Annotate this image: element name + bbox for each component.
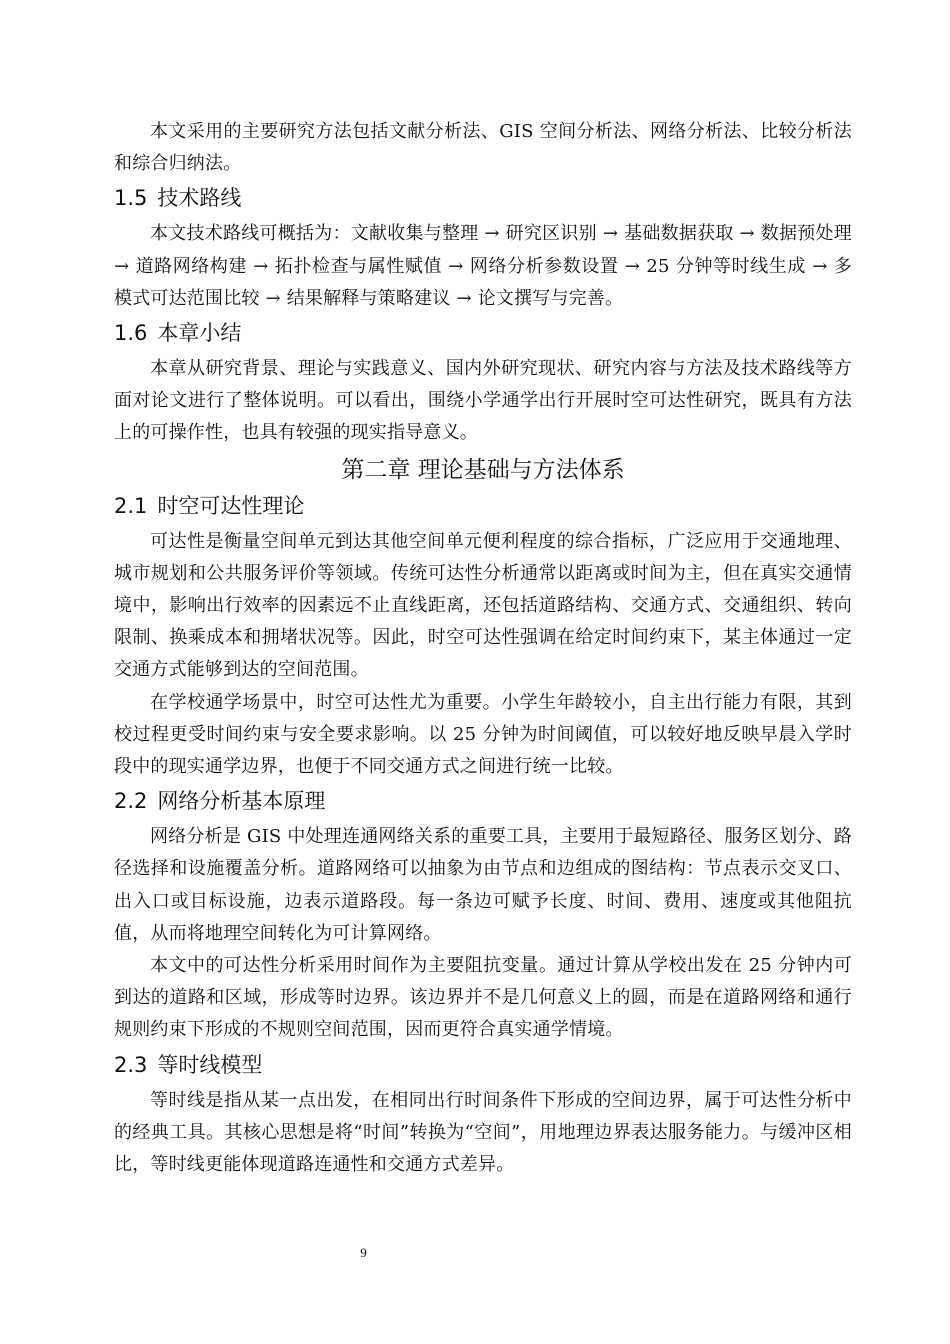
paragraph: 本文中的可达性分析采用时间作为主要阻抗变量。通过计算从学校出发在 25 分钟内可到达的道路和区域，形成等时边界。该边界并不是几何意义上的圆，而是在道路网络和通行规则约束下形成的不规则空间范围，因而更符合真实通学情境。 — [114, 955, 852, 1041]
paragraph: 可达性是衡量空间单元到达其他空间单元便利程度的综合指标，广泛应用于交通地理、城市规划和公共服务评价等领域。传统可达性分析通常以距离或时间为主，但在真实交通情境中，影响出行效率的因素远不止直线距离，还包括道路结构、交通方式、交通组织、转向限制、换乘成本和拥堵状况等。因此，时空可达性强调在给定时间约束下，某主体通过一定交通方式能够到达的空间范围。 — [114, 530, 852, 681]
section-heading-2-3 — [114, 1049, 852, 1081]
page-content — [114, 116, 852, 1181]
section-number: 2.3 — [114, 1052, 148, 1077]
section-heading-2-2 — [114, 785, 852, 817]
section-number: 2.2 — [114, 789, 148, 814]
paragraph: 本文技术路线可概括为：文献收集与整理 → 研究区识别 → 基础数据获取 → 数据预处理 → 道路网络构建 → 拓扑检查与属性赋值 → 网络分析参数设置 → 25 分钟等时线生成 → 多模式可达范围比较 → 结果解释与策略建议 → 论文撰写与完善。 — [114, 223, 852, 309]
paragraph: 等时线是指从某一点出发，在相同出行时间条件下形成的空间边界，属于可达性分析中的经典工具。其核心思想是将“时间”转换为“空间”，用地理边界表达服务能力。与缓冲区相比，等时线更能体现道路连通性和交通方式差异。 — [114, 1089, 852, 1176]
section-heading-1-5 — [114, 182, 852, 214]
section-title: 技术路线 — [157, 186, 242, 211]
chapter-heading: 第二章 理论基础与方法体系 — [341, 456, 625, 483]
section-title: 时空可达性理论 — [157, 493, 305, 518]
paragraph: 网络分析是 GIS 中处理连通网络关系的重要工具，主要用于最短路径、服务区划分、路径选择和设施覆盖分析。道路网络可以抽象为由节点和边组成的图结构：节点表示交叉口、出入口或目标设施，边表示道路段。每一条边可赋予长度、时间、费用、速度或其他阻抗值，从而将地理空间转化为可计算网络。 — [114, 826, 852, 944]
section-heading-1-6 — [114, 317, 852, 349]
page-number: 9 — [360, 1245, 367, 1260]
paragraph: 本章从研究背景、理论与实践意义、国内外研究现状、研究内容与方法及技术路线等方面对论文进行了整体说明。可以看出，围绕小学通学出行开展时空可达性研究，既具有方法上的可操作性，也具有较强的现实指导意义。 — [114, 358, 852, 444]
section-title: 网络分析基本原理 — [157, 789, 326, 814]
section-number: 1.6 — [114, 321, 148, 346]
paragraph: 本文采用的主要研究方法包括文献分析法、GIS 空间分析法、网络分析法、比较分析法和综合归纳法。 — [114, 121, 852, 175]
section-number: 1.5 — [114, 186, 148, 211]
section-heading-2-1 — [114, 490, 852, 522]
section-title: 等时线模型 — [157, 1052, 263, 1077]
section-number: 2.1 — [114, 493, 148, 518]
paragraph: 在学校通学场景中，时空可达性尤为重要。小学生年龄较小，自主出行能力有限，其到校过程更受时间约束与安全要求影响。以 25 分钟为时间阈值，可以较好地反映早晨入学时段中的现实通学边界，也便于不同交通方式之间进行统一比较。 — [114, 691, 852, 778]
section-title: 本章小结 — [157, 321, 242, 346]
